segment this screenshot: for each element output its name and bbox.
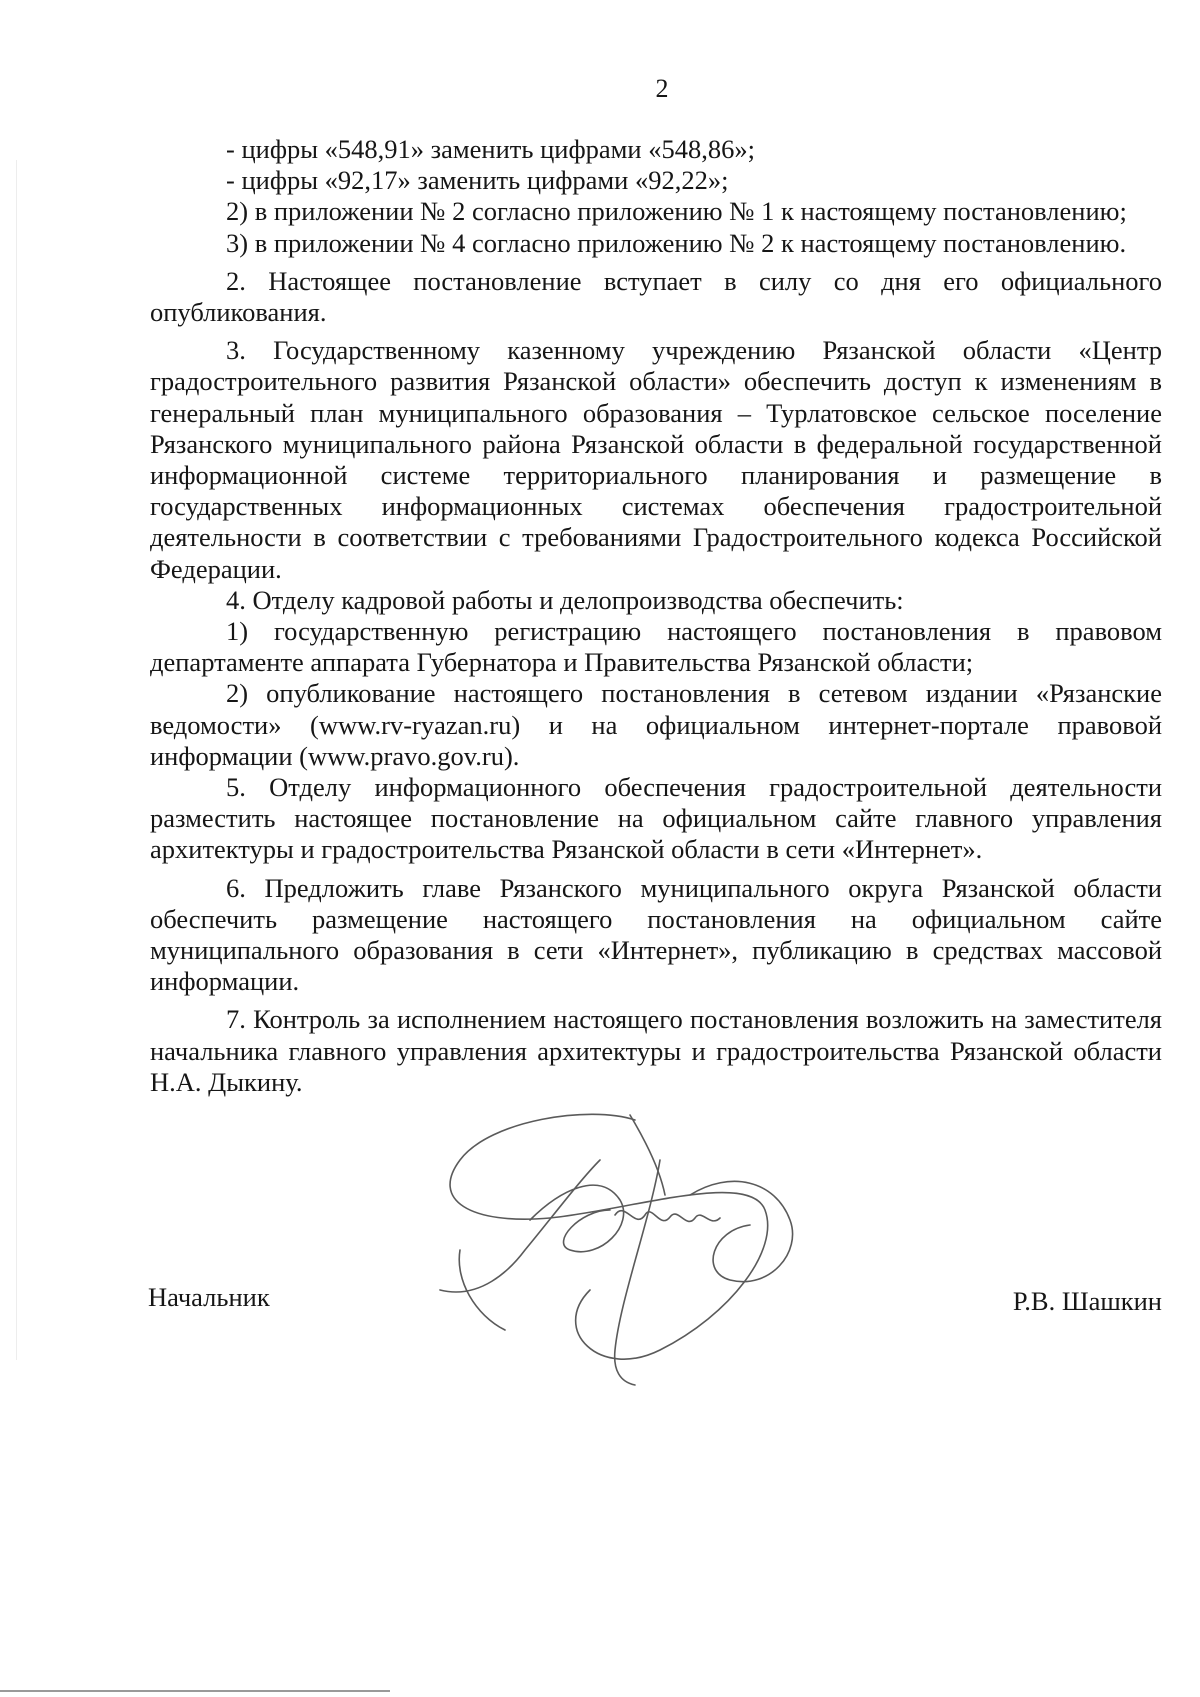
paragraph-replace-2: - цифры «92,17» заменить цифрами «92,22»; xyxy=(226,165,729,196)
paragraph-item-4-1: 1) государственную регистрацию настоящего постановления в правовом департаменте аппарата Губернатора и Правительства Рязанской области; xyxy=(150,616,1162,678)
signature-block xyxy=(148,1282,1162,1322)
paragraph-item-6: 6. Предложить главе Рязанского муниципального округа Рязанской области обеспечить размещение настоящего постановления на официальном сайте муниципального образования в сети «Интернет», публикацию в средствах массовой информации. xyxy=(150,872,1162,997)
document-body xyxy=(150,134,1162,1098)
paragraph-replace-1: - цифры «548,91» заменить цифрами «548,86»; xyxy=(226,134,755,164)
signatory-title: Начальник xyxy=(148,1282,270,1312)
page-number: 2 xyxy=(655,74,669,103)
handwritten-signature xyxy=(430,1100,850,1390)
scan-edge-line xyxy=(0,1690,390,1692)
paragraph-appendix-2: 2) в приложении № 2 согласно приложению № 1 к настоящему постановлению; xyxy=(226,196,1127,227)
paragraph-item-4: 4. Отделу кадровой работы и делопроизводства обеспечить: xyxy=(226,584,904,615)
scan-edge-mark xyxy=(16,160,17,1360)
paragraph-appendix-4: 3) в приложении № 4 согласно приложению № 2 к настоящему постановлению. xyxy=(226,227,1127,258)
paragraph-item-5: 5. Отделу информационного обеспечения градостроительной деятельности разместить настоящее постановление на официальном сайте главного управления архитектуры и градостроительства Рязанской области в сети «Интернет». xyxy=(150,772,1162,865)
paragraph-item-2: 2. Настоящее постановление вступает в силу со дня его официального опубликования. xyxy=(150,265,1162,328)
paragraph-item-7: 7. Контроль за исполнением настоящего постановления возложить на заместителя начальника главного управления архитектуры и градостроительства Рязанской области Н.А. Дыкину. xyxy=(150,1004,1162,1097)
signatory-name: Р.В. Шашкин xyxy=(1012,1286,1162,1316)
paragraph-item-4-2: 2) опубликование настоящего постановления в сетевом издании «Рязанские ведомости» (www.rv-ryazan.ru) и на официальном интернет-портале правовой информации (www.pravo.gov.ru). xyxy=(150,678,1162,771)
paragraph-item-3: 3. Государственному казенному учреждению Рязанской области «Центр градостроительного развития Рязанской области» обеспечить доступ к изменениям в генеральный план муниципального образования – Турлатовское сельское поселение Рязанского муниципального района Рязанской области в федеральной государственной информационной системе территориального планирования и размещение в государственных информационных системах обеспечения градостроительной деятельности в соответствии с требованиями Градостроительного кодекса Российской Федерации. xyxy=(150,335,1162,584)
